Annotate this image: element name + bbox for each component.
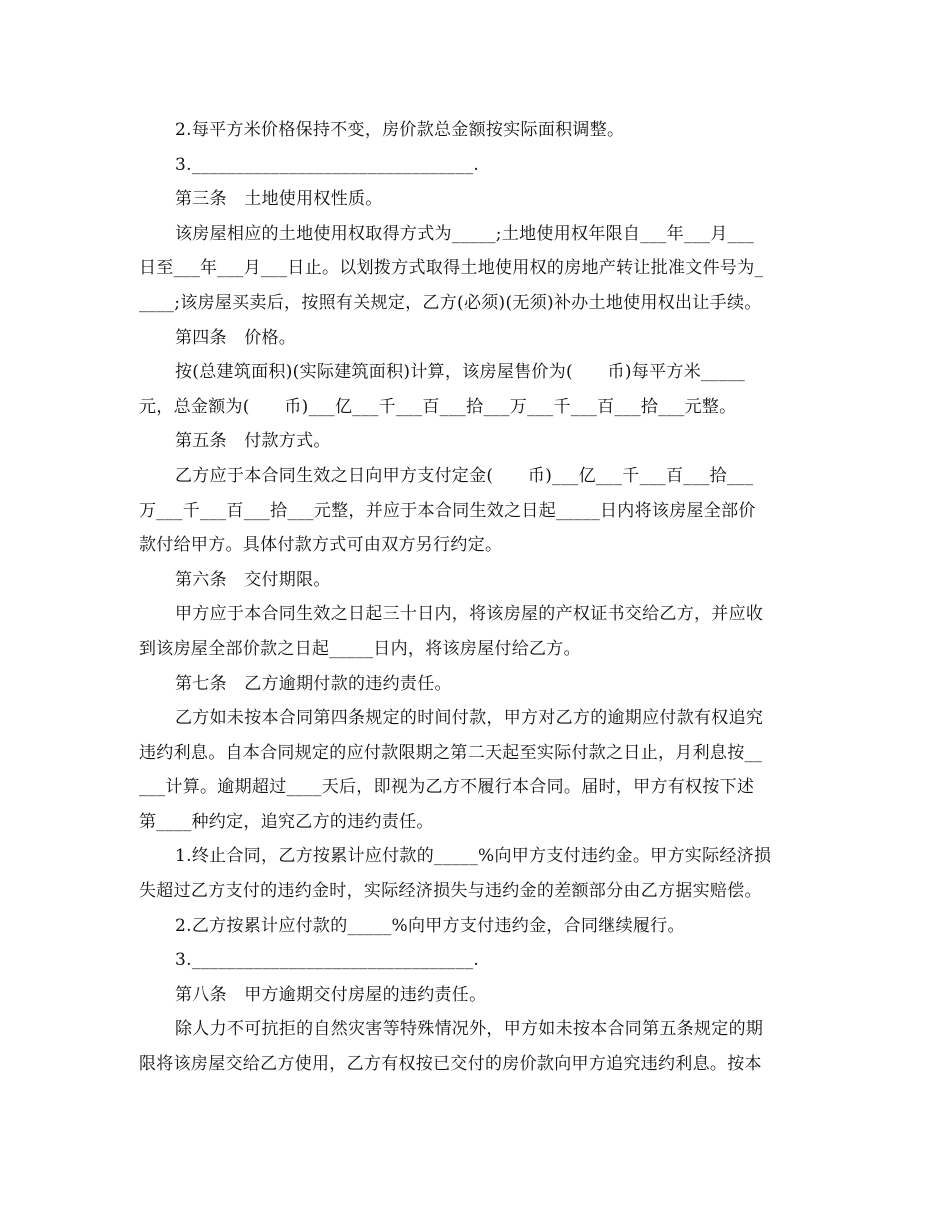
text-line: 第四条 价格。 — [175, 327, 297, 348]
text-line: 第八条 甲方逾期交付房屋的违约责任。 — [175, 984, 487, 1005]
text-line: 3.________________________________. — [175, 154, 480, 175]
text-line: 第____种约定，追究乙方的违约责任。 — [139, 811, 434, 832]
document-body — [139, 113, 814, 1082]
text-line: 乙方如未按本合同第四条规定的时间付款，甲方对乙方的逾期应付款有权追究 — [175, 708, 764, 729]
text-line: 日至___年___月___日止。以划拨方式取得土地使用权的房地产转让批准文件号为_ — [139, 258, 764, 279]
text-line: 第七条 乙方逾期付款的违约责任。 — [175, 673, 452, 694]
text-line: 2.乙方按累计应付款的_____%向甲方支付违约金，合同继续履行。 — [175, 915, 685, 936]
text-line: 第六条 交付期限。 — [175, 569, 331, 590]
text-line: 款付给甲方。具体付款方式可由双方另行约定。 — [139, 535, 503, 556]
text-line: 元，总金额为( 币)___亿___千___百___拾___万___千___百___拾___元整。 — [139, 396, 737, 417]
text-line: 甲方应于本合同生效之日起三十日内，将该房屋的产权证书交给乙方，并应收 — [175, 604, 764, 625]
text-line: 限将该房屋交给乙方使用，乙方有权按已交付的房价款向甲方追究违约利息。按本 — [139, 1054, 762, 1075]
text-line: 除人力不可抗拒的自然灾害等特殊情况外，甲方如未按本合同第五条规定的期 — [175, 1019, 764, 1040]
text-line: 第三条 土地使用权性质。 — [175, 189, 383, 210]
text-line: 违约利息。自本合同规定的应付款限期之第二天起至实际付款之日止，月利息按__ — [139, 742, 763, 763]
text-line: 2.每平方米价格保持不变，房价款总金额按实际面积调整。 — [175, 120, 625, 140]
text-line: 失超过乙方支付的违约金时，实际经济损失与违约金的差额部分由乙方据实赔偿。 — [139, 881, 762, 902]
text-line: 按(总建筑面积)(实际建筑面积)计算，该房屋售价为( 币)每平方米_____ — [175, 362, 745, 383]
text-line: ___计算。逾期超过____天后，即视为乙方不履行本合同。届时，甲方有权按下述 — [139, 777, 755, 798]
text-line: 乙方应于本合同生效之日向甲方支付定金( 币)___亿___千___百___拾___ — [175, 465, 754, 486]
text-line: 1.终止合同，乙方按累计应付款的_____%向甲方支付违约金。甲方实际经济损 — [175, 846, 772, 867]
text-line: 该房屋相应的土地使用权取得方式为_____;土地使用权年限自___年___月___ — [175, 223, 755, 244]
text-line: 第五条 付款方式。 — [175, 431, 331, 452]
text-line: ____;该房屋买卖后，按照有关规定，乙方(必须)(无须)补办土地使用权出让手续。 — [139, 292, 762, 313]
text-line: 3.________________________________. — [175, 950, 480, 971]
text-line: 到该房屋全部价款之日起_____日内，将该房屋付给乙方。 — [139, 638, 581, 659]
text-line: 万___千___百___拾___元整，并应于本合同生效之日起_____日内将该房屋全部价 — [139, 500, 756, 521]
